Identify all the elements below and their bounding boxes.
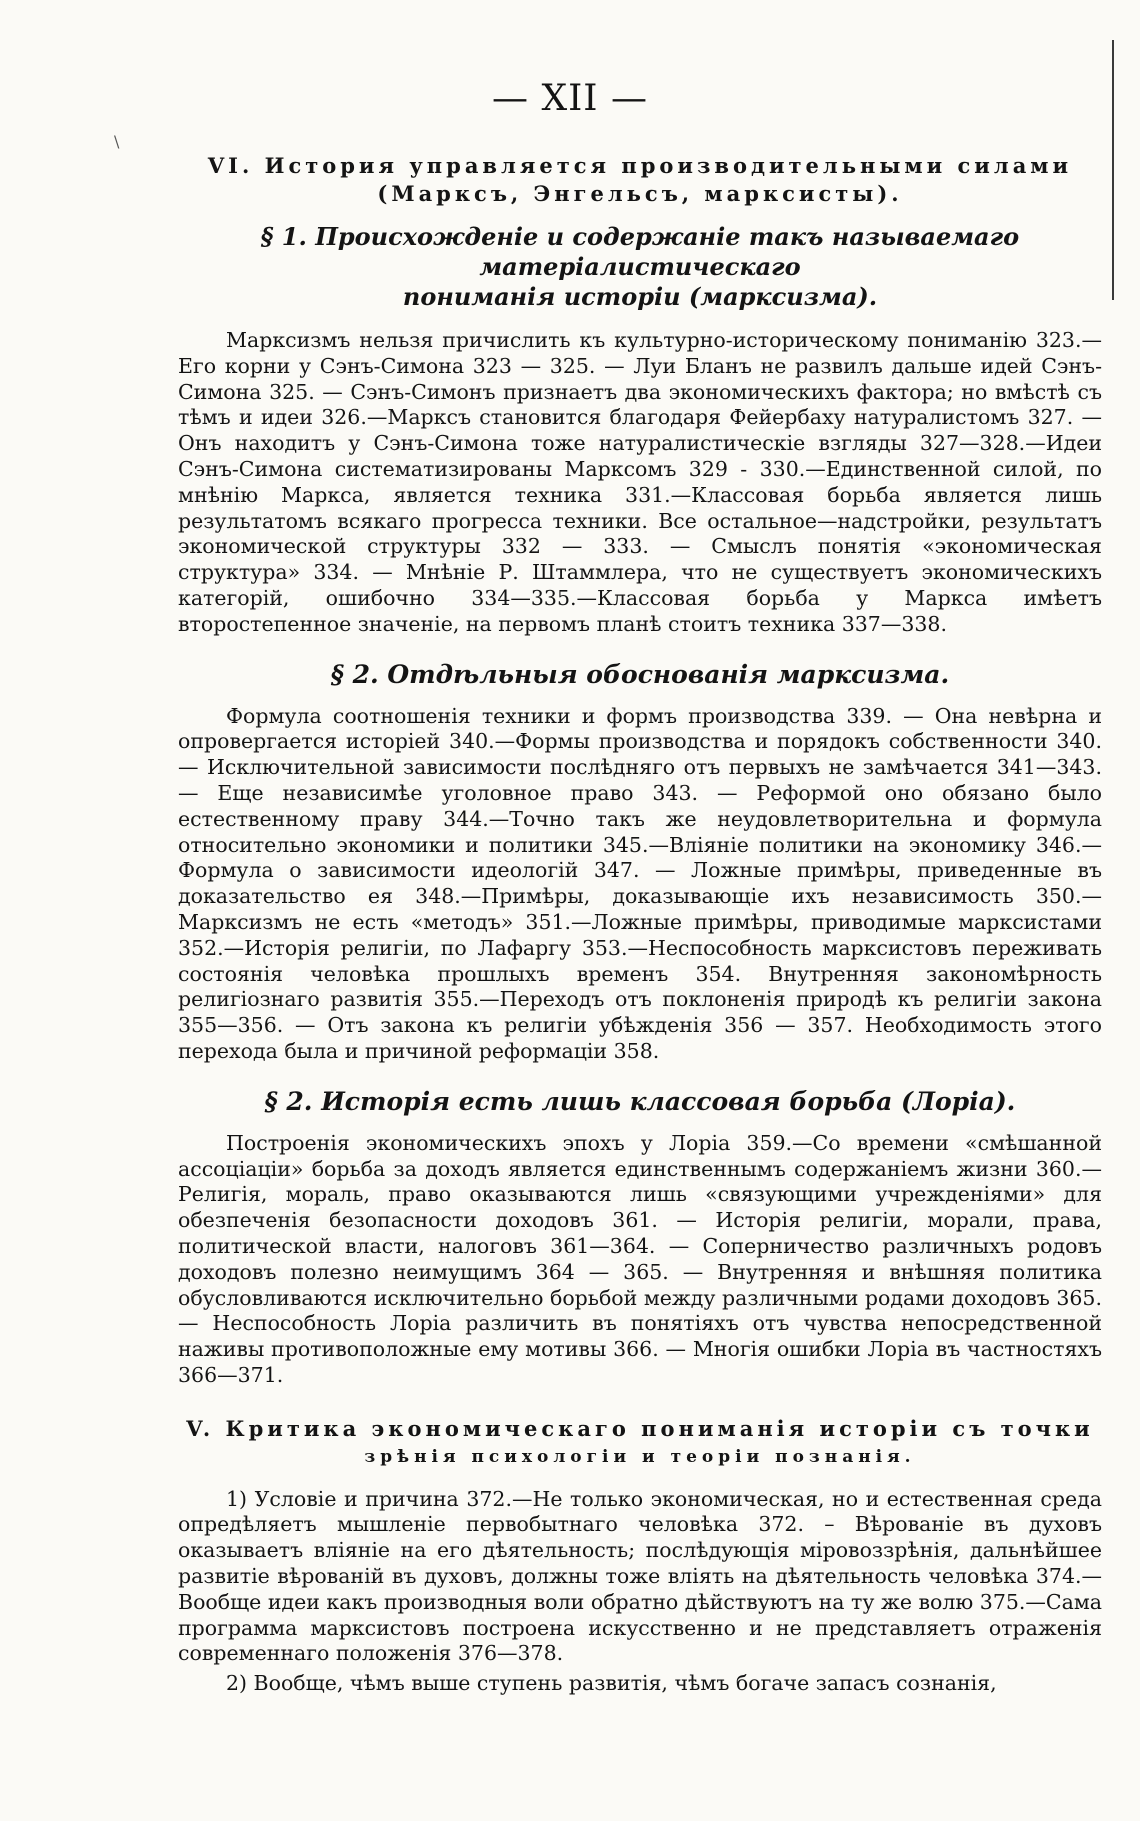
page-number: — XII — <box>492 78 648 119</box>
section-3-title: § 2. Исторія есть лишь классовая борьба (Лоріа). <box>264 1086 1016 1116</box>
section-1-text: Марксизмъ нельзя причислить къ культурно-историческому пониманію 323.—Его корни у Сэнъ-Симона 323 — 325. — Луи Бланъ не развилъ дальше идей Сэнъ-Симона 325. — Сэнъ-Симонъ признаетъ два экономическихъ фактора; но вмѣстѣ съ тѣмъ и идеи 326.—Марксъ становится благодаря Фейербаху натуралистомъ 327. — Онъ находитъ у Сэнъ-Симона тоже натуралистическіе взгляды 327—328.—Идеи Сэнъ-Симона систематизированы Марксомъ 329 - 330.—Единственной силой, по мнѣнію Маркса, является техника 331.—Классовая борьба является лишь результатомъ всякаго прогресса техники. Все остальное—надстройки, результатъ экономической структуры 332 — 333. — Смыслъ понятія «экономическая структура» 334. — Мнѣніе Р. Штаммлера, что не существуетъ экономическихъ категорій, ошибочно 334—335.—Классовая борьба у Маркса имѣетъ второстепенное значеніе, на первомъ планѣ стоитъ техника 337—338. <box>178 328 1102 636</box>
chapter-vi-line2: (Марксъ, Энгельсъ, марксисты). <box>377 181 903 206</box>
page-content <box>178 150 1102 1697</box>
section-3-text: Построенія экономическихъ эпохъ у Лоріа 359.—Со времени «смѣшанной ассоціаціи» борьба за доходъ является единственнымъ содержаніемъ жизни 360.—Религія, мораль, право оказываются лишь «связующими учрежденіями» для обезпеченія безопасности доходовъ 361. — Исторія религіи, морали, права, политической власти, налоговъ 361—364. — Соперничество различныхъ родовъ доходовъ полезно неимущимъ 364 — 365. — Внутренняя и внѣшняя политика обусловливаются исключительно борьбой между различными родами доходовъ 365.— Неспособность Лоріа различить въ понятіяхъ отъ чувства непосредственной наживы противоположные ему мотивы 366. — Многія ошибки Лоріа въ частностяхъ 366—371. <box>178 1130 1102 1387</box>
right-margin-rule <box>1112 40 1114 300</box>
item-1: 1) Условіе и причина 372.—Не только экономическая, но и естественная среда опредѣляетъ мышленіе первобытнаго человѣка 372. – Вѣрованіе въ духовъ оказываетъ вліяніе на его дѣятельность; послѣдующія міровоззрѣнія, дальнѣйшее развитіе вѣрованій въ духовъ, должны тоже вліять на дѣятельность человѣка 374.—Вообще идеи какъ производныя воли обратно дѣйствуютъ на ту же волю 375.—Сама программа марксистовъ построена искусственно и не представляетъ отраженія современнаго положенія 376—378. <box>178 1486 1102 1666</box>
item-2: 2) Вообще, чѣмъ выше ступень развитія, чѣмъ богаче запасъ сознанія, <box>226 1671 997 1696</box>
section-1-heading <box>178 222 1102 312</box>
chapter-v-line2: зрѣнія психологіи и теоріи познанія. <box>364 1446 916 1467</box>
section-2-text: Формула соотношенія техники и формъ производства 339. — Она невѣрна и опровергается исторіей 340.—Формы производства и порядокъ собственности 340. — Исключительной зависимости послѣдняго отъ первыхъ не замѣчается 341—343. — Еще независимѣе уголовное право 343. — Реформой оно обязано было естественному праву 344.—Точно такъ же неудовлетворительна и формула относительно экономики и политики 345.—Вліяніе политики на экономику 346.—Формула о зависимости идеологій 347. — Ложные примѣры, приведенные въ доказательство ея 348.—Примѣры, доказывающіе ихъ независимость 350.—Марксизмъ не есть «методъ» 351.—Ложные примѣры, приводимые марксистами 352.—Исторія религіи, по Лафаргу 353.—Неспособность марксистовъ переживать состоянія человѣка прошлыхъ временъ 354. Внутренняя закономѣрность религіознаго развитія 355.—Переходъ отъ поклоненія природѣ къ религіи закона 355—356. — Отъ закона къ религіи убѣжденія 356 — 357. Необходимость этого перехода была и причиной реформаціи 358. <box>178 703 1102 1063</box>
section-1-title-line1: § 1. Происхожденіе и содержаніе такъ называемаго матеріалистическаго <box>260 222 1020 281</box>
chapter-v-line1: V. Критика экономическаго пониманія исторіи съ точки <box>186 1415 1094 1441</box>
chapter-v-heading <box>178 1415 1102 1471</box>
chapter-vi-heading <box>178 152 1102 208</box>
chapter-vi-line1: VI. История управляется производительными силами <box>207 153 1073 178</box>
section-2-title: § 2. Отдѣльныя обоснованія марксизма. <box>330 659 950 689</box>
margin-mark: \ <box>114 132 120 151</box>
section-1-title-line2: пониманія исторіи (марксизма). <box>402 282 878 311</box>
